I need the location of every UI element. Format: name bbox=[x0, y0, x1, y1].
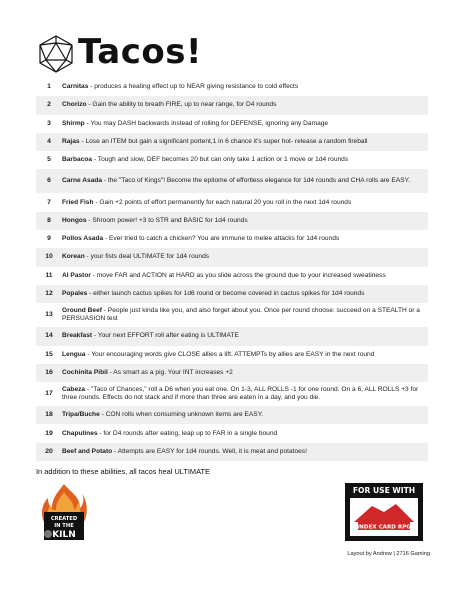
taco-effect: - either launch cactus spikes for 1d6 round or become covered in cactus spikes for 1d4 rounds bbox=[87, 290, 365, 298]
row-number: 16 bbox=[45, 368, 53, 376]
row-number: 7 bbox=[47, 198, 51, 206]
d20-dice-icon bbox=[36, 34, 76, 74]
row-description bbox=[62, 118, 428, 130]
row-number: 1 bbox=[47, 83, 51, 91]
taco-effect: - your fists deal ULTIMATE for 1d4 rounds bbox=[84, 253, 210, 261]
row-description bbox=[62, 384, 428, 404]
table-row bbox=[36, 115, 428, 133]
row-number: 5 bbox=[47, 156, 51, 164]
taco-name: Breakfast bbox=[62, 332, 93, 340]
taco-name: Carnitas bbox=[62, 83, 89, 91]
row-number: 20 bbox=[45, 447, 53, 455]
row-description bbox=[62, 367, 428, 379]
row-description bbox=[62, 136, 428, 148]
taco-name: Cochinita Pibil bbox=[62, 368, 108, 376]
table-row bbox=[36, 193, 428, 211]
row-number: 3 bbox=[47, 119, 51, 127]
table-row bbox=[36, 424, 428, 442]
row-number: 19 bbox=[45, 429, 53, 437]
taco-effect: - Lose an ITEM but gain a significant portent,1 in 6 chance it's super hot- release a random fireball bbox=[79, 137, 368, 145]
taco-effect: - Gain the ability to breath FIRE, up to near range, for D4 rounds bbox=[86, 101, 277, 109]
row-description bbox=[62, 428, 428, 440]
table-row bbox=[36, 443, 428, 461]
row-description bbox=[62, 349, 428, 361]
taco-effect: - produces a heating effect up to NEAR giving resistance to cold effects bbox=[88, 83, 299, 91]
table-row bbox=[36, 212, 428, 230]
taco-effect: - Shroom power! +3 to STR and BASIC for 1d4 rounds bbox=[86, 216, 248, 224]
taco-name: Carne Asada bbox=[62, 177, 103, 185]
row-description bbox=[62, 197, 428, 209]
row-description bbox=[62, 251, 428, 263]
header bbox=[36, 34, 236, 74]
row-number: 6 bbox=[47, 177, 51, 185]
taco-name: Korean bbox=[62, 253, 85, 261]
svg-text:INDEX CARD RPG: INDEX CARD RPG bbox=[357, 524, 411, 531]
row-description bbox=[62, 175, 428, 187]
taco-effect: - Your next EFFORT roll after eating is ULTIMATE bbox=[92, 332, 239, 340]
row-description bbox=[62, 233, 428, 245]
taco-name: Chapulines bbox=[62, 429, 98, 437]
created-in-the-kiln-logo bbox=[40, 482, 88, 546]
row-description bbox=[62, 270, 428, 282]
table-row bbox=[36, 327, 428, 345]
row-number: 8 bbox=[47, 216, 51, 224]
row-description bbox=[62, 154, 428, 166]
table-row bbox=[36, 169, 428, 193]
table-row bbox=[36, 96, 428, 114]
row-number: 15 bbox=[45, 350, 53, 358]
taco-name: Fried Fish bbox=[62, 198, 94, 206]
taco-name: Rajas bbox=[62, 137, 80, 145]
taco-table bbox=[36, 78, 428, 461]
row-description bbox=[62, 330, 428, 342]
row-description bbox=[62, 305, 428, 325]
icrpg-logo bbox=[344, 482, 424, 542]
table-row bbox=[36, 285, 428, 303]
row-number: 13 bbox=[45, 311, 53, 319]
row-description bbox=[62, 215, 428, 227]
page-title: Tacos! bbox=[78, 32, 203, 72]
layout-credit: Layout by Andrew | 2716 Gaming bbox=[347, 551, 430, 557]
taco-name: Barbacoa bbox=[62, 156, 93, 164]
table-row bbox=[36, 230, 428, 248]
table-row bbox=[36, 406, 428, 424]
taco-name: Pollos Asada bbox=[62, 235, 104, 243]
taco-name: Lengua bbox=[62, 350, 86, 358]
row-number: 11 bbox=[45, 271, 53, 279]
table-row bbox=[36, 364, 428, 382]
taco-effect: - Tough and slow, DEF becomes 20 but can only take 1 action or 1 move or 1d4 rounds bbox=[92, 156, 349, 164]
taco-effect: - Ever tried to catch a chicken? You are immune to melee attacks for 1d4 rounds bbox=[103, 235, 340, 243]
taco-effect: - the "Taco of Kings"! Become the epitome of effortless elegance for 1d4 rounds and CHA rolls are EASY. bbox=[102, 177, 410, 185]
taco-name: Ground Beef bbox=[62, 307, 102, 315]
svg-text:FOR USE WITH: FOR USE WITH bbox=[352, 486, 416, 495]
svg-text:IN THE: IN THE bbox=[54, 523, 74, 529]
taco-effect: - Attempts are EASY for 1d4 rounds. Well, it is meat and potatoes! bbox=[112, 447, 307, 455]
row-number: 12 bbox=[45, 290, 53, 298]
row-description bbox=[62, 81, 428, 93]
footer-note: In addition to these abilities, all tacos heal ULTIMATE bbox=[36, 467, 210, 476]
table-row bbox=[36, 151, 428, 169]
row-description bbox=[62, 99, 428, 111]
taco-effect: - move FAR and ACTION at HARD as you slide across the ground due to your increased sweatiness bbox=[90, 271, 386, 279]
taco-name: Popales bbox=[62, 290, 88, 298]
row-number: 4 bbox=[47, 137, 51, 145]
row-description bbox=[62, 288, 428, 300]
taco-name: Tripa/Buche bbox=[62, 411, 100, 419]
row-number: 18 bbox=[45, 411, 53, 419]
table-row bbox=[36, 78, 428, 96]
taco-name: Beef and Potato bbox=[62, 447, 113, 455]
taco-effect: - Your encouraging words give CLOSE allies a lift. ATTEMPTs by allies are EASY in the next round bbox=[85, 350, 375, 358]
taco-name: Al Pastor bbox=[62, 271, 91, 279]
taco-name: Cabeza bbox=[62, 385, 86, 393]
row-number: 14 bbox=[45, 332, 53, 340]
row-number: 2 bbox=[47, 101, 51, 109]
table-row bbox=[36, 303, 428, 327]
table-row bbox=[36, 382, 428, 406]
svg-text:KILN: KILN bbox=[52, 530, 76, 540]
row-description bbox=[62, 446, 428, 458]
taco-effect: - You may DASH backwards instead of rolling for DEFENSE, ignoring any Damage bbox=[84, 119, 329, 127]
taco-name: Hongos bbox=[62, 216, 87, 224]
row-number: 17 bbox=[45, 390, 53, 398]
row-number: 9 bbox=[47, 235, 51, 243]
taco-effect: - "Taco of Chances," roll a D6 when you eat one. On 1-3, ALL ROLLS -1 for one round. On a 6, ALL ROLLS +3 for three rounds. Effects do not stack and if more than three are eaten in a day, and you die. bbox=[62, 385, 419, 402]
taco-effect: - CON rolls when consuming unknown items are EASY. bbox=[99, 411, 264, 419]
taco-effect: - for D4 rounds after eating, leap up to FAR in a single bound bbox=[97, 429, 278, 437]
table-row bbox=[36, 248, 428, 266]
taco-name: Chorizo bbox=[62, 101, 87, 109]
table-row bbox=[36, 267, 428, 285]
row-description bbox=[62, 409, 428, 421]
taco-name: Shirmp bbox=[62, 119, 85, 127]
taco-effect: - People just kinda like you, and also forget about you. Once per round choose: succeed on a STEALTH or a PERSUASION test bbox=[62, 307, 420, 323]
table-row bbox=[36, 346, 428, 364]
taco-effect: - As smart as a pig. Your INT increases +2 bbox=[107, 368, 233, 376]
svg-text:CREATED: CREATED bbox=[50, 516, 78, 522]
table-row bbox=[36, 133, 428, 151]
taco-effect: - Gain +2 points of effort permanently for each natural 20 you roll in the next 1d4 rounds bbox=[93, 198, 352, 206]
row-number: 10 bbox=[45, 253, 53, 261]
